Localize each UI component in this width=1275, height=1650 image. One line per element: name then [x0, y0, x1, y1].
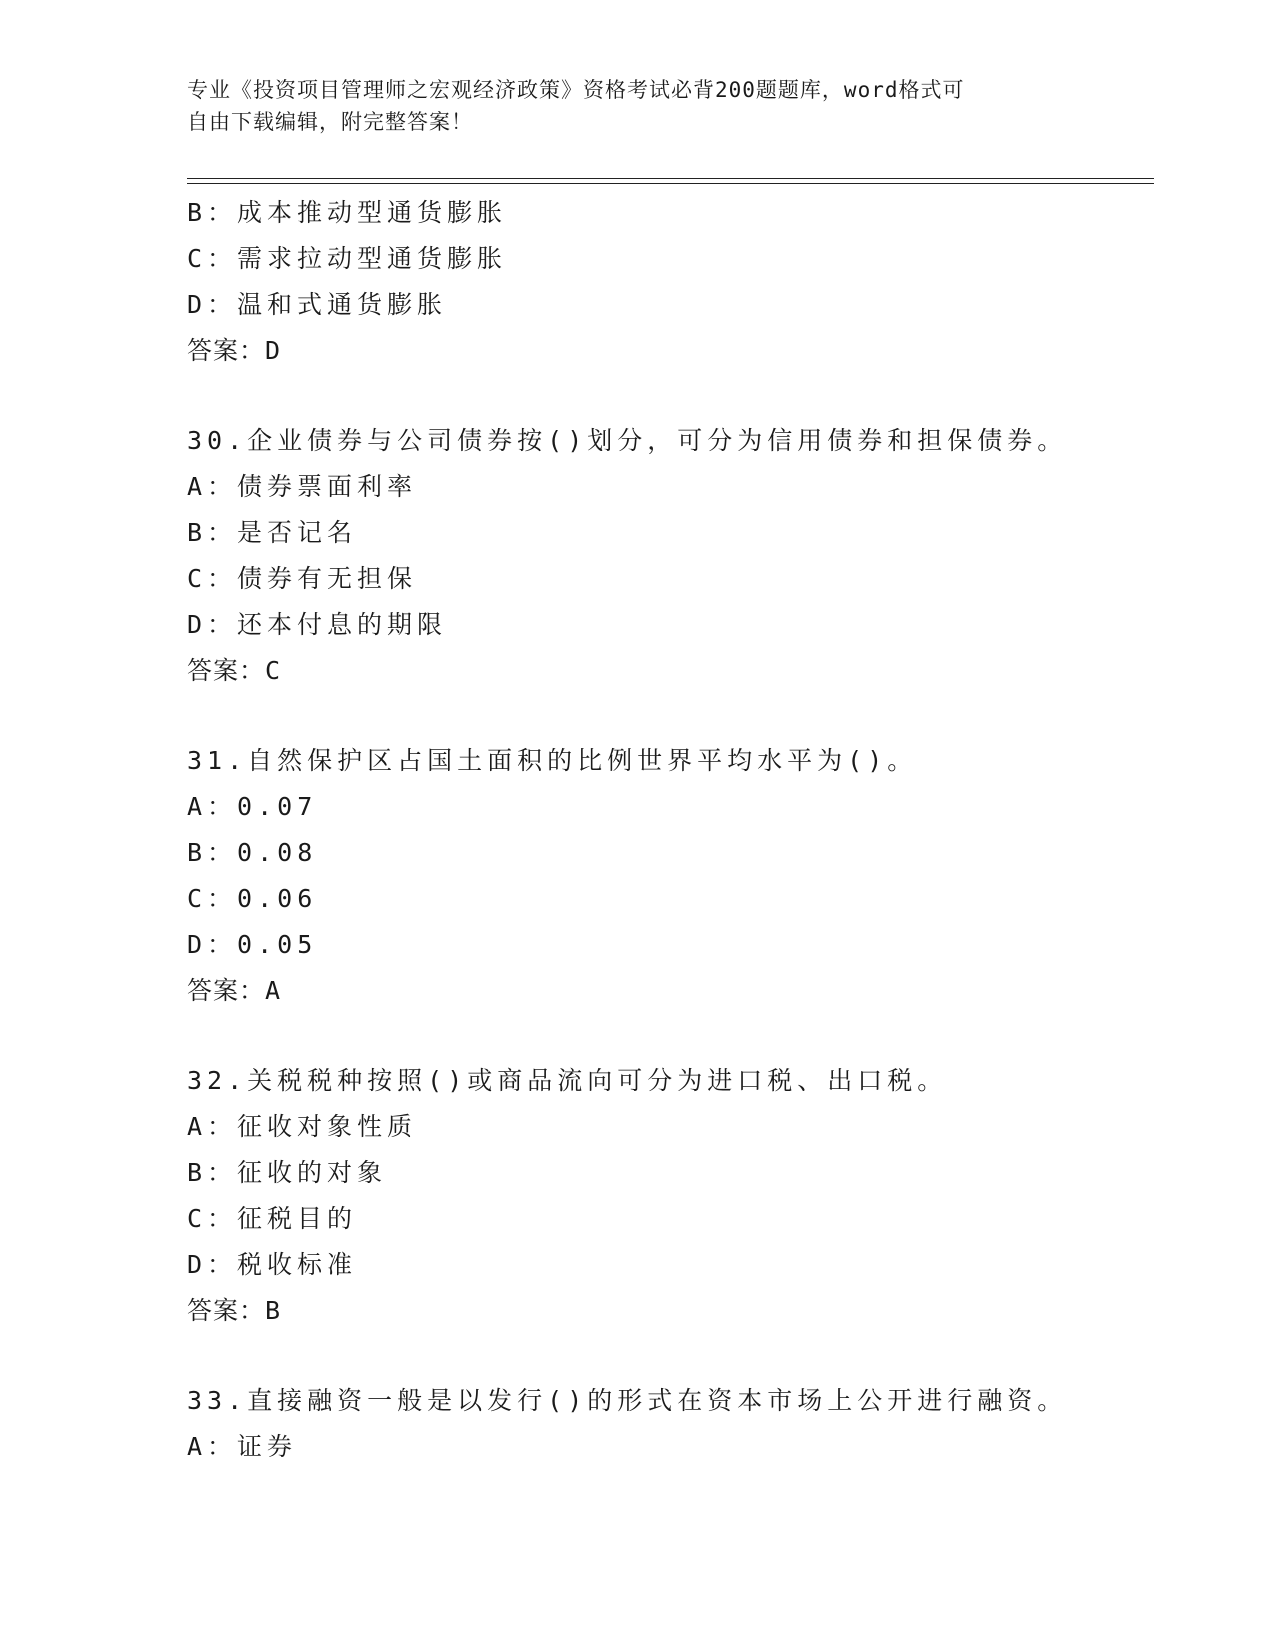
option-a: A：0.07 [187, 792, 318, 821]
option-d: D：温和式通货膨胀 [187, 290, 448, 319]
option-d: D：0.05 [187, 930, 318, 959]
option-b: B：是否记名 [187, 518, 358, 547]
question-stem: 33.直接融资一般是以发行()的形式在资本市场上公开进行融资。 [187, 1386, 1068, 1415]
option-c: C：征税目的 [187, 1204, 358, 1233]
question-stem: 31.自然保护区占国土面积的比例世界平均水平为()。 [187, 746, 918, 775]
option-b: B：征收的对象 [187, 1158, 388, 1187]
option-c: C：需求拉动型通货膨胀 [187, 244, 508, 273]
question-block-32 [187, 1058, 1147, 1334]
answer-line: 答案：A [187, 976, 282, 1005]
question-block-31 [187, 738, 1147, 1014]
question-stem: 32.关税税种按照()或商品流向可分为进口税、出口税。 [187, 1066, 948, 1095]
header-line-1: 专业《投资项目管理师之宏观经济政策》资格考试必背200题题库，word格式可 [187, 78, 965, 102]
document-header [187, 74, 1087, 138]
option-b: B：成本推动型通货膨胀 [187, 198, 508, 227]
question-stem: 30.企业债券与公司债券按()划分，可分为信用债券和担保债券。 [187, 426, 1068, 455]
header-divider-top [187, 178, 1154, 179]
answer-line: 答案：C [187, 656, 282, 685]
answer-line: 答案：B [187, 1296, 282, 1325]
option-d: D：还本付息的期限 [187, 610, 448, 639]
option-d: D：税收标准 [187, 1250, 358, 1279]
option-a: A：征收对象性质 [187, 1112, 418, 1141]
option-c: C：0.06 [187, 884, 318, 913]
header-divider-bottom [187, 183, 1154, 184]
question-list [187, 190, 1147, 1470]
question-block-33 [187, 1378, 1147, 1470]
question-block-30 [187, 418, 1147, 694]
option-b: B：0.08 [187, 838, 318, 867]
option-c: C：债券有无担保 [187, 564, 418, 593]
answer-line: 答案：D [187, 336, 282, 365]
header-line-2: 自由下载编辑，附完整答案！ [187, 110, 473, 134]
question-block-29 [187, 190, 1147, 374]
option-a: A：证券 [187, 1432, 298, 1461]
option-a: A：债券票面利率 [187, 472, 418, 501]
